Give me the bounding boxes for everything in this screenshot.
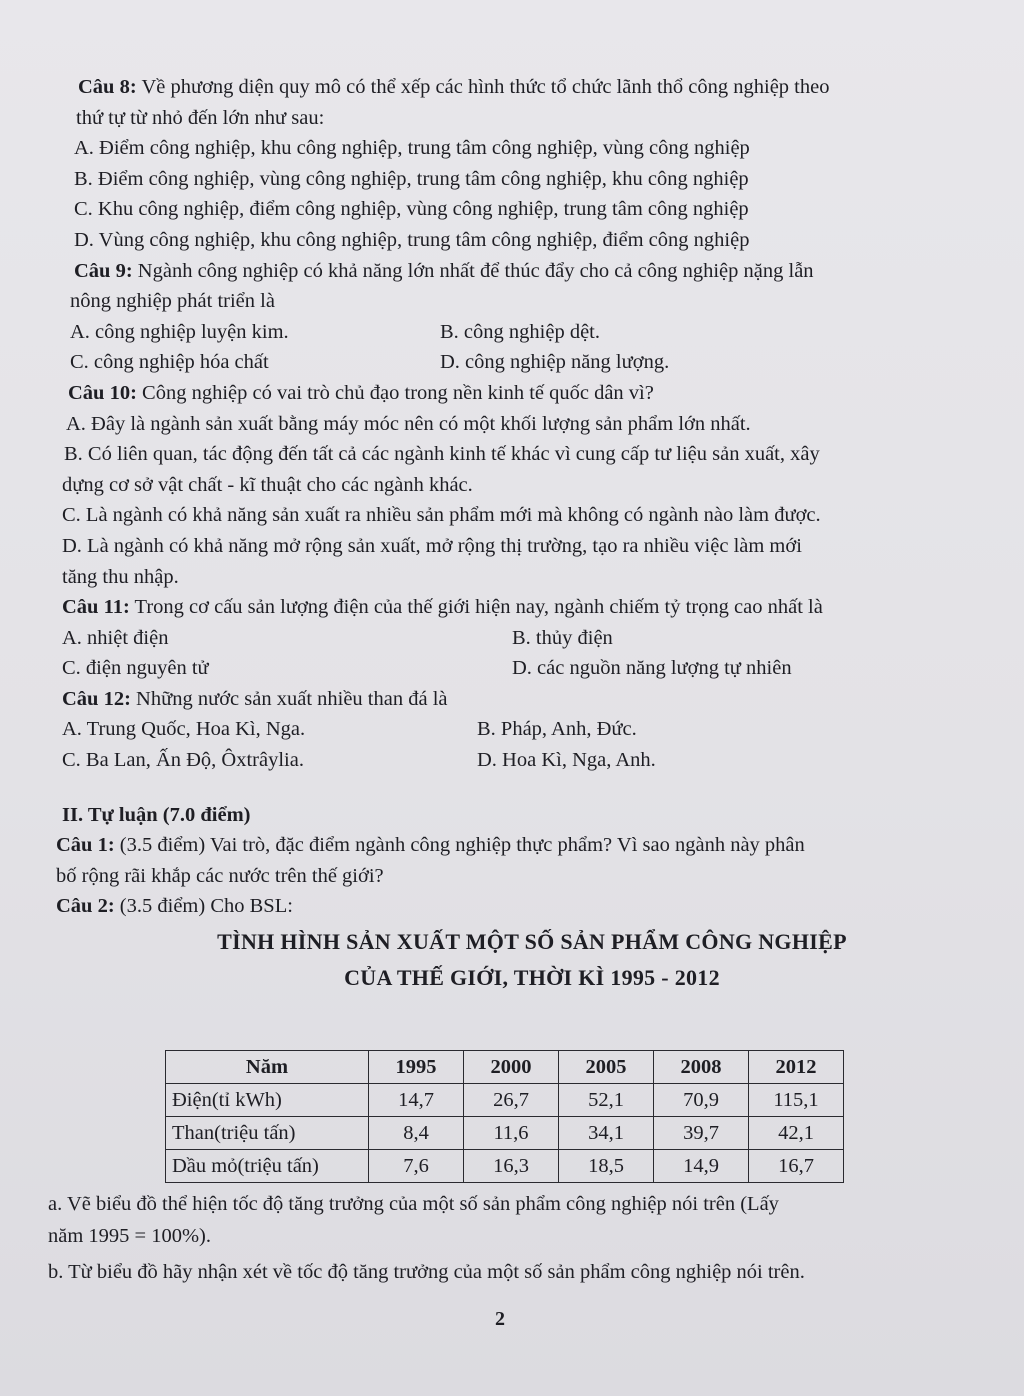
q11-option-d: D. các nguồn năng lượng tự nhiên [512,657,792,680]
table-cell: 34,1 [559,1117,654,1150]
table-row [166,1150,844,1183]
table-cell: 14,9 [654,1150,749,1183]
q12-option-c: C. Ba Lan, Ấn Độ, Ôxtrâylia. [62,749,304,772]
q12-label: Câu 12: [62,687,131,710]
table-cell: 70,9 [654,1084,749,1117]
essay2-stem [56,891,962,922]
q11-options-row1 [62,623,962,654]
q11-label: Câu 11: [62,596,130,619]
task-a: a. Vẽ biểu đồ thể hiện tốc độ tăng trưởng của một số sản phẩm công nghiệp nói trên (Lấy [48,1193,779,1215]
q11-options-row2 [62,653,962,684]
table-cell: 39,7 [654,1117,749,1150]
table-cell: 26,7 [464,1084,559,1117]
q11-stem [62,592,962,623]
essay1-stem-cont: bố rộng rãi khắp các nước trên thế giới? [56,864,384,887]
q12-options-row2 [62,745,962,776]
table-cell: Điện(tỉ kWh) [166,1084,369,1117]
table-cell: Than(triệu tấn) [166,1117,369,1150]
table-cell: 16,7 [749,1150,844,1183]
page-number: 2 [495,1308,505,1330]
q9-option-c: C. công nghiệp hóa chất [70,351,269,374]
q10-option-d-cont: tăng thu nhập. [62,565,179,588]
table-header-cell: 2008 [654,1051,749,1084]
q8-stem-cont: thứ tự từ nhỏ đến lớn như sau: [76,106,325,129]
q9-option-b: B. công nghiệp dệt. [440,320,600,343]
table-cell: 16,3 [464,1150,559,1183]
q11-text: Trong cơ cấu sản lượng điện của thế giới hiện nay, ngành chiếm tỷ trọng cao nhất là [134,596,823,619]
table-cell: 52,1 [559,1084,654,1117]
q12-option-a: A. Trung Quốc, Hoa Kì, Nga. [62,718,306,741]
q11-option-a: A. nhiệt điện [62,626,169,649]
q10-stem [62,378,962,409]
q9-text: Ngành công nghiệp có khả năng lớn nhất để thúc đẩy cho cả công nghiệp nặng lẫn [137,259,814,282]
table-cell: 14,7 [369,1084,464,1117]
q12-options-row1 [62,714,962,745]
q10-text: Công nghiệp có vai trò chủ đạo trong nền kinh tế quốc dân vì? [142,381,654,404]
q12-stem [62,684,962,715]
table-header-row [166,1051,844,1084]
table-header-cell: 2000 [464,1051,559,1084]
q12-option-b: B. Pháp, Anh, Đức. [477,718,637,741]
q8-option-b: B. Điểm công nghiệp, vùng công nghiệp, trung tâm công nghiệp, khu công nghiệp [74,167,749,190]
q10-option-a: A. Đây là ngành sản xuất bằng máy móc nên có một khối lượng sản phẩm lớn nhất. [66,412,751,435]
q11-option-c: C. điện nguyên tử [62,657,209,680]
table-title-line2: CỦA THẾ GIỚI, THỜI KÌ 1995 - 2012 [344,965,720,991]
question-list [56,72,962,994]
table-header-cell: 2012 [749,1051,844,1084]
table-cell: 18,5 [559,1150,654,1183]
q8-option-d: D. Vùng công nghiệp, khu công nghiệp, trung tâm công nghiệp, điểm công nghiệp [74,228,750,251]
q9-stem-cont: nông nghiệp phát triển là [70,290,275,313]
q9-option-a: A. công nghiệp luyện kim. [70,320,289,343]
q9-label: Câu 9: [74,259,133,282]
q10-label: Câu 10: [68,381,137,404]
essay2-text: (3.5 điểm) Cho BSL: [119,895,293,918]
q10-option-b: B. Có liên quan, tác động đến tất cả các ngành kinh tế khác vì cung cấp tư liệu sản xuất, xây [64,443,820,466]
table-cell: Dầu mỏ(triệu tấn) [166,1150,369,1183]
essay1-label: Câu 1: [56,834,115,857]
table-cell: 7,6 [369,1150,464,1183]
q8-label: Câu 8: [78,76,137,98]
section-heading: II. Tự luận (7.0 điểm) [62,803,251,826]
essay1-text: (3.5 điểm) Vai trò, đặc điểm ngành công nghiệp thực phẩm? Vì sao ngành này phân [119,834,805,857]
q10-option-c: C. Là ngành có khả năng sản xuất ra nhiều sản phẩm mới mà không có ngành nào làm được. [62,504,821,527]
essay2-tasks [48,1188,968,1288]
q10-option-d: D. Là ngành có khả năng mở rộng sản xuất, mở rộng thị trường, tạo ra nhiều việc làm mới [62,534,802,557]
table-header-cell: Năm [166,1051,369,1084]
q8-text: Về phương diện quy mô có thể xếp các hình thức tổ chức lãnh thổ công nghiệp theo [141,76,830,98]
table-header-cell: 2005 [559,1051,654,1084]
table-row [166,1117,844,1150]
essay2-label: Câu 2: [56,895,115,918]
q12-text: Những nước sản xuất nhiều than đá là [136,687,448,710]
q11-option-b: B. thủy điện [512,626,613,649]
q9-options-row2 [62,347,962,378]
table-cell: 11,6 [464,1117,559,1150]
q8-option-c: C. Khu công nghiệp, điểm công nghiệp, vùng công nghiệp, trung tâm công nghiệp [74,198,749,221]
q12-option-d: D. Hoa Kì, Nga, Anh. [477,749,656,772]
q10-option-b-cont: dựng cơ sở vật chất - kĩ thuật cho các ngành khác. [62,473,473,496]
production-table [165,1050,844,1183]
table-title-line1: TÌNH HÌNH SẢN XUẤT MỘT SỐ SẢN PHẨM CÔNG NGHIỆP [217,929,847,955]
q9-stem [62,256,962,287]
q8-stem [62,72,962,103]
table-cell: 42,1 [749,1117,844,1150]
table-header-cell: 1995 [369,1051,464,1084]
table-cell: 115,1 [749,1084,844,1117]
q9-option-d: D. công nghiệp năng lượng. [440,351,670,374]
table-cell: 8,4 [369,1117,464,1150]
essay1-stem [56,830,962,861]
q8-option-a: A. Điểm công nghiệp, khu công nghiệp, trung tâm công nghiệp, vùng công nghiệp [74,137,750,160]
q9-options-row1 [62,317,962,348]
task-a-cont: năm 1995 = 100%). [48,1225,212,1247]
table-row [166,1084,844,1117]
task-b: b. Từ biểu đồ hãy nhận xét về tốc độ tăng trưởng của một số sản phẩm công nghiệp nói trên. [48,1261,805,1283]
